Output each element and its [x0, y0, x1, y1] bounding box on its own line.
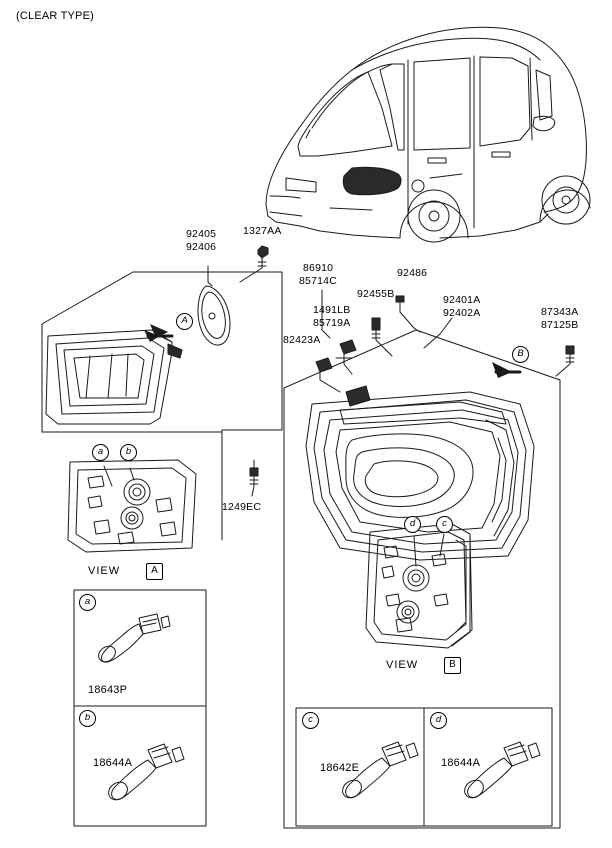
inner-lamp-group: [42, 246, 282, 540]
callout-d-view: d: [404, 516, 421, 533]
callout-A-lamp: A: [176, 313, 193, 330]
view-a-board: [68, 460, 196, 552]
label-85719A: 85719A: [313, 317, 351, 329]
callout-c-box: c: [302, 712, 319, 729]
label-86910: 86910: [303, 262, 334, 274]
view-b-ref: B: [444, 657, 461, 674]
page-title: (CLEAR TYPE): [16, 10, 94, 22]
label-85714C: 85714C: [299, 275, 337, 287]
label-18642E: 18642E: [320, 762, 360, 774]
callout-b-view: b: [120, 444, 137, 461]
label-92455B: 92455B: [357, 288, 395, 300]
label-18643P: 18643P: [88, 684, 128, 696]
vehicle-illustration: [266, 27, 590, 242]
label-92401A: 92401A: [443, 294, 481, 306]
label-87125B: 87125B: [541, 319, 579, 331]
label-1327AA: 1327AA: [243, 225, 282, 237]
label-92405: 92405: [186, 228, 217, 240]
label-1249EC: 1249EC: [222, 501, 262, 513]
label-92406: 92406: [186, 241, 217, 253]
callout-a-box: a: [79, 594, 96, 611]
label-1491LB: 1491LB: [313, 304, 351, 316]
label-92402A: 92402A: [443, 307, 481, 319]
label-92486: 92486: [397, 267, 428, 279]
callout-a-view: a: [92, 444, 109, 461]
view-a-ref: A: [146, 563, 163, 580]
label-87343A: 87343A: [541, 306, 579, 318]
callout-B-lamp: B: [512, 346, 529, 363]
callout-d-box: d: [430, 712, 447, 729]
callout-b-box: b: [79, 710, 96, 727]
label-18644A: 18644A: [93, 757, 133, 769]
bulb-box-left: [74, 590, 206, 826]
view-a-label: VIEW: [88, 565, 121, 577]
view-b-label: VIEW: [386, 659, 419, 671]
callout-c-view: c: [436, 516, 453, 533]
label-82423A: 82423A: [283, 334, 321, 346]
label-18644A-right: 18644A: [441, 757, 481, 769]
outer-lamp-group: [250, 290, 574, 828]
